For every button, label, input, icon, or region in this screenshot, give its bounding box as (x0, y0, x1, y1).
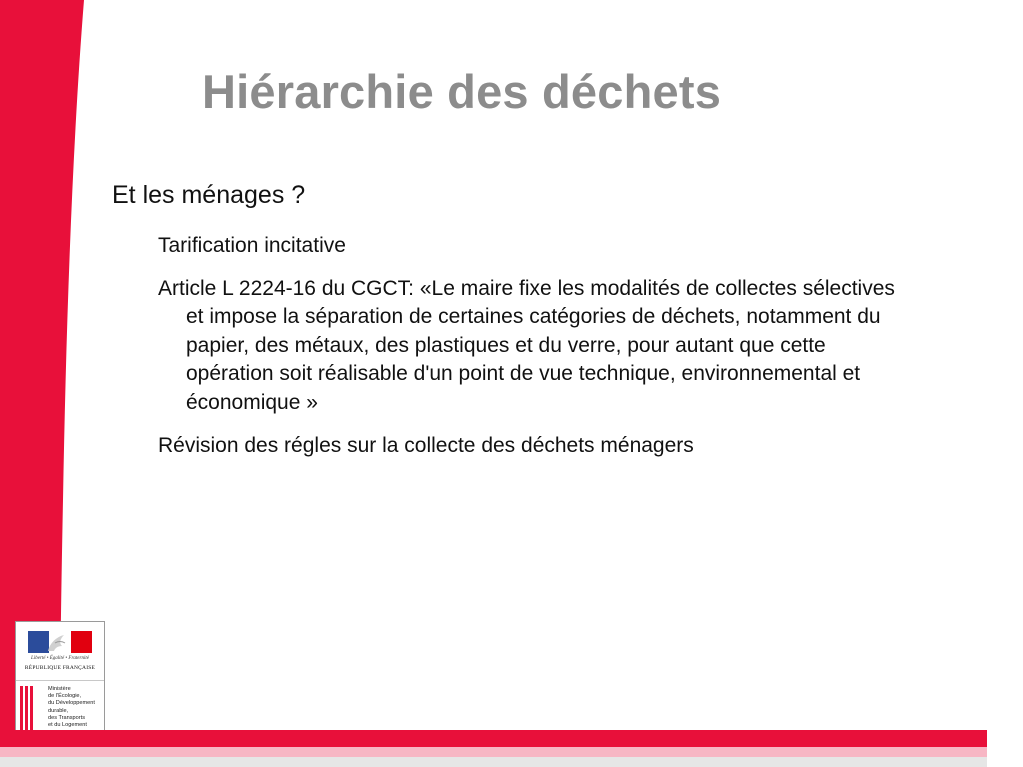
section-heading: Et les ménages ? (112, 181, 306, 209)
ministry-line: des Transports (48, 714, 85, 721)
ministry-logo (15, 621, 105, 739)
footer-gray-bar (0, 757, 987, 767)
republique-francaise-block (16, 622, 104, 681)
slide-title: Hiérarchie des déchets (202, 65, 722, 118)
footer-red-bar (0, 730, 987, 747)
bullet-list (158, 232, 918, 474)
bullet-item: Tarification incitative (158, 234, 346, 257)
republic-motto: Liberté • Égalité • Fraternité (31, 656, 89, 661)
republic-name: RÉPUBLIQUE FRANÇAISE (24, 665, 96, 671)
bullet-item: Article L 2224-16 du CGCT: «Le maire fixe les modalités de collectes sélectives et impose la séparation de certaines catégories de déchets, notamment du papier, des métaux, des plastiques et du verre, pour autant que cette opération soit réalisable d'un point de vue technique, environnemental et économique » (158, 276, 895, 414)
ministry-line: durable, (48, 707, 69, 714)
ministry-name (48, 686, 104, 729)
marianne-flag-icon (28, 631, 92, 653)
ministry-line: de l'Écologie, (48, 693, 82, 700)
ministry-line: et du Logement (48, 722, 87, 729)
ministry-line: Ministère (48, 686, 71, 692)
ministry-stripes-icon (20, 686, 36, 734)
footer-pink-bar (0, 747, 987, 757)
ministry-line: du Développement (48, 700, 95, 707)
bullet-item: Révision des régles sur la collecte des déchets ménagers (158, 433, 694, 457)
